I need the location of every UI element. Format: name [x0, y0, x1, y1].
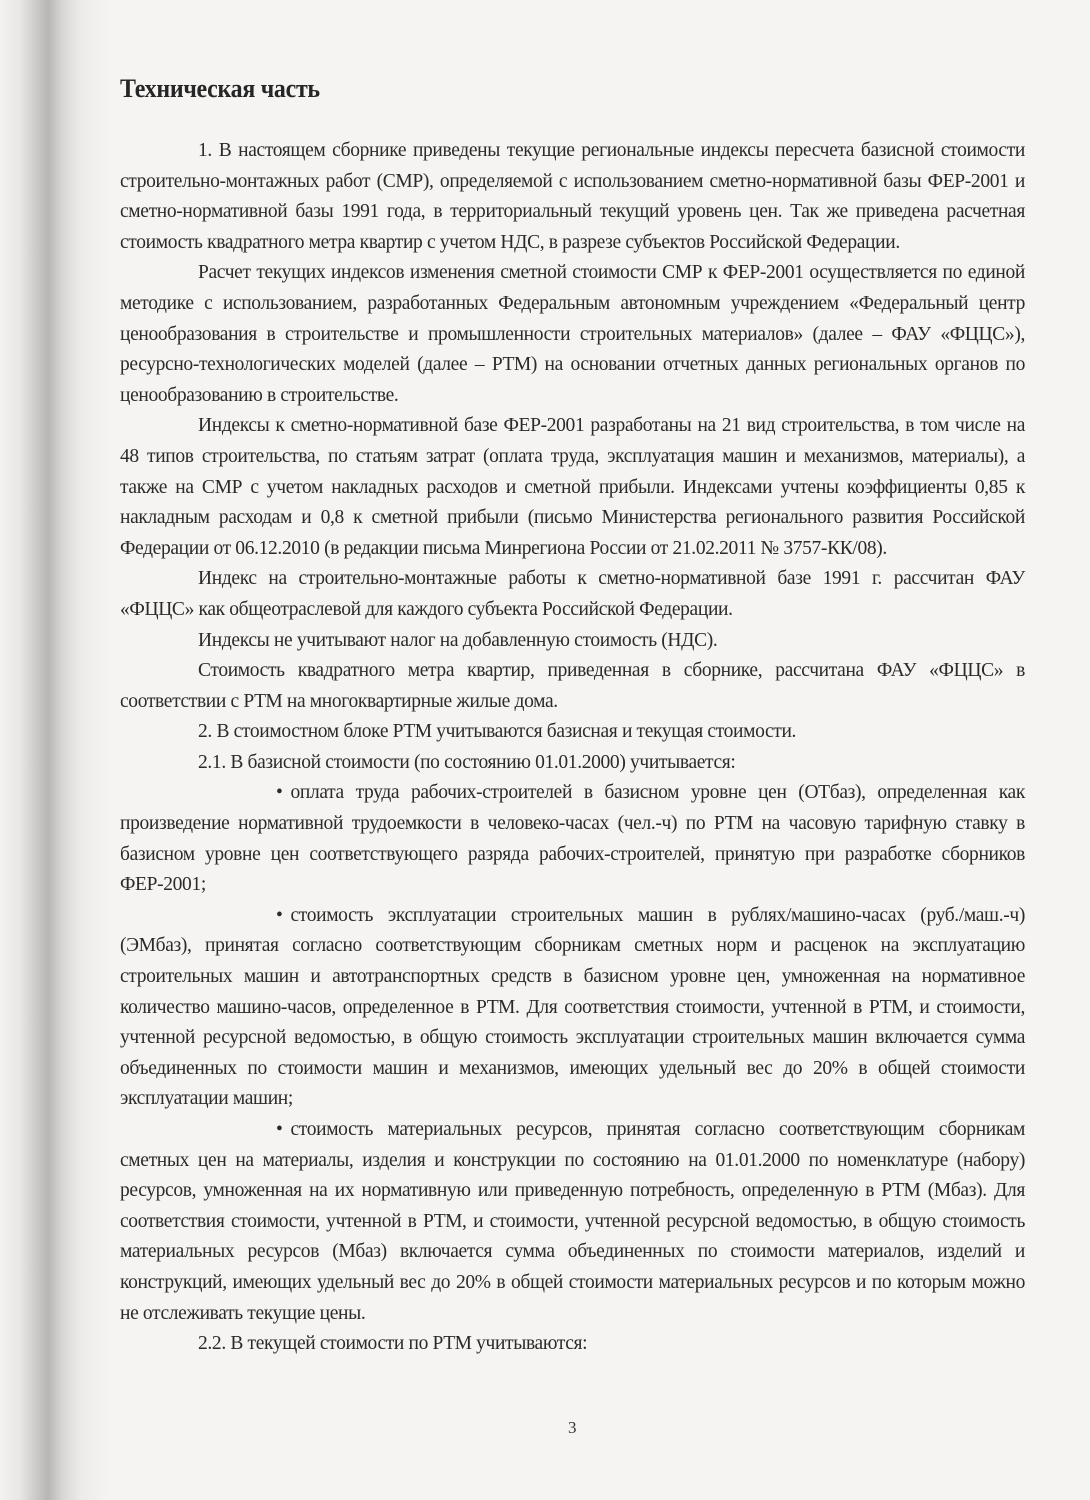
- bullet-text: оплата труда рабочих-строителей в базисном уровне цен (ОТбаз), определенная как произведение нормативной трудоемкости в человеко-часах (чел.-ч) по РТМ на часовую тарифную ставку в базисном уровне цен соответствующего разряда рабочих-строителей, принятую при разработке сборников ФЕР-2001;: [120, 782, 1025, 896]
- bullet-item-2: [120, 901, 1025, 1115]
- bullet-icon: •: [276, 1119, 283, 1140]
- bullet-text: стоимость эксплуатации строительных машин в рублях/машино-часах (руб./маш.-ч) (ЭМбаз), принятая согласно соответствующим сборникам сметных норм и расценок на эксплуатацию строительных машин и автотранспортных средств в базисном уровне цен, умноженная на нормативное количество машино-часов, определенное в РТМ. Для соответствия стоимости, учтенной в РТМ, и стоимости, учтенной ресурсной ведомостью, в общую стоимость эксплуатации строительных машин включается сумма объединенных по стоимости машин и механизмов, имеющих удельный вес до 20% в общей стоимости эксплуатации машин;: [120, 904, 1025, 1110]
- bullet-icon: •: [276, 904, 283, 926]
- page-number: 3: [568, 1418, 577, 1437]
- paragraph-6: Стоимость квадратного метра квартир, приведенная в сборнике, рассчитана ФАУ «ФЦЦС» в соответствии с РТМ на многоквартирные жилые дома.: [120, 660, 1025, 712]
- bullet-text: стоимость материальных ресурсов, принятая согласно соответствующим сборникам сметных цен на материалы, изделия и конструкции по состоянию на 01.01.2000 по номенклатуре (набору) ресурсов, умноженная на их нормативную или приведенную потребность, определенную в РТМ (Мбаз). Для соответствия стоимости, учтенной в РТМ, и стоимости, учтенной ресурсной ведомостью, в общую стоимость материальных ресурсов (Мбаз) включается сумма объединенных по стоимости материалов, изделий и конструкций, имеющих удельный вес до 20% в общей стоимости материальных ресурсов и по которым можно не отслеживать текущие цены.: [120, 1119, 1025, 1324]
- paragraph-closing: 2.2. В текущей стоимости по РТМ учитываются:: [198, 1333, 588, 1355]
- bullet-item-3: [120, 1115, 1025, 1329]
- bullet-item-1: [120, 778, 1025, 900]
- paragraph-2: Расчет текущих индексов изменения сметной стоимости СМР к ФЕР-2001 осуществляется по единой методике с использованием, разработанных Федеральным автономным учреждением «Федеральный центр ценообразования в строительстве и промышленности строительных материалов» (далее – ФАУ «ФЦЦС»), ресурсно-технологических моделей (далее – РТМ) на основании отчетных данных региональных органов по ценообразованию в строительстве.: [120, 262, 1025, 406]
- paragraph-4: Индекс на строительно-монтажные работы к сметно-нормативной базе 1991 г. рассчитан ФАУ «ФЦЦС» как общеотраслевой для каждого субъекта Российской Федерации.: [120, 568, 1025, 620]
- paragraph-5: Индексы не учитывают налог на добавленную стоимость (НДС).: [198, 629, 718, 651]
- document-page: [120, 72, 1025, 1360]
- page-title: Техническая часть: [120, 74, 320, 103]
- paragraph-1: 1. В настоящем сборнике приведены текущие региональные индексы пересчета базисной стоимости строительно-монтажных работ (СМР), определяемой с использованием сметно-нормативной базы ФЕР-2001 и сметно-нормативной базы 1991 года, в территориальный текущий уровень цен. Так же приведена расчетная стоимость квадратного метра квартир с учетом НДС, в разрезе субъектов Российской Федерации.: [120, 140, 1025, 253]
- body-text: [120, 136, 1025, 1360]
- bullet-icon: •: [276, 782, 283, 804]
- paragraph-3: Индексы к сметно-нормативной базе ФЕР-2001 разработаны на 21 вид строительства, в том числе на 48 типов строительства, по статьям затрат (оплата труда, эксплуатация машин и механизмов, материалы), а также на СМР с учетом накладных расходов и сметной прибыли. Индексами учтены коэффициенты 0,85 к накладным расходам и 0,8 к сметной прибыли (письмо Министерства регионального развития Российской Федерации от 06.12.2010 (в редакции письма Минрегиона России от 21.02.2011 № 3757-КК/08).: [120, 415, 1025, 559]
- paragraph-8: 2.1. В базисной стоимости (по состоянию 01.01.2000) учитывается:: [198, 751, 736, 773]
- paragraph-7: 2. В стоимостном блоке РТМ учитываются базисная и текущая стоимости.: [198, 721, 797, 743]
- scan-binding-shadow: [0, 0, 110, 1500]
